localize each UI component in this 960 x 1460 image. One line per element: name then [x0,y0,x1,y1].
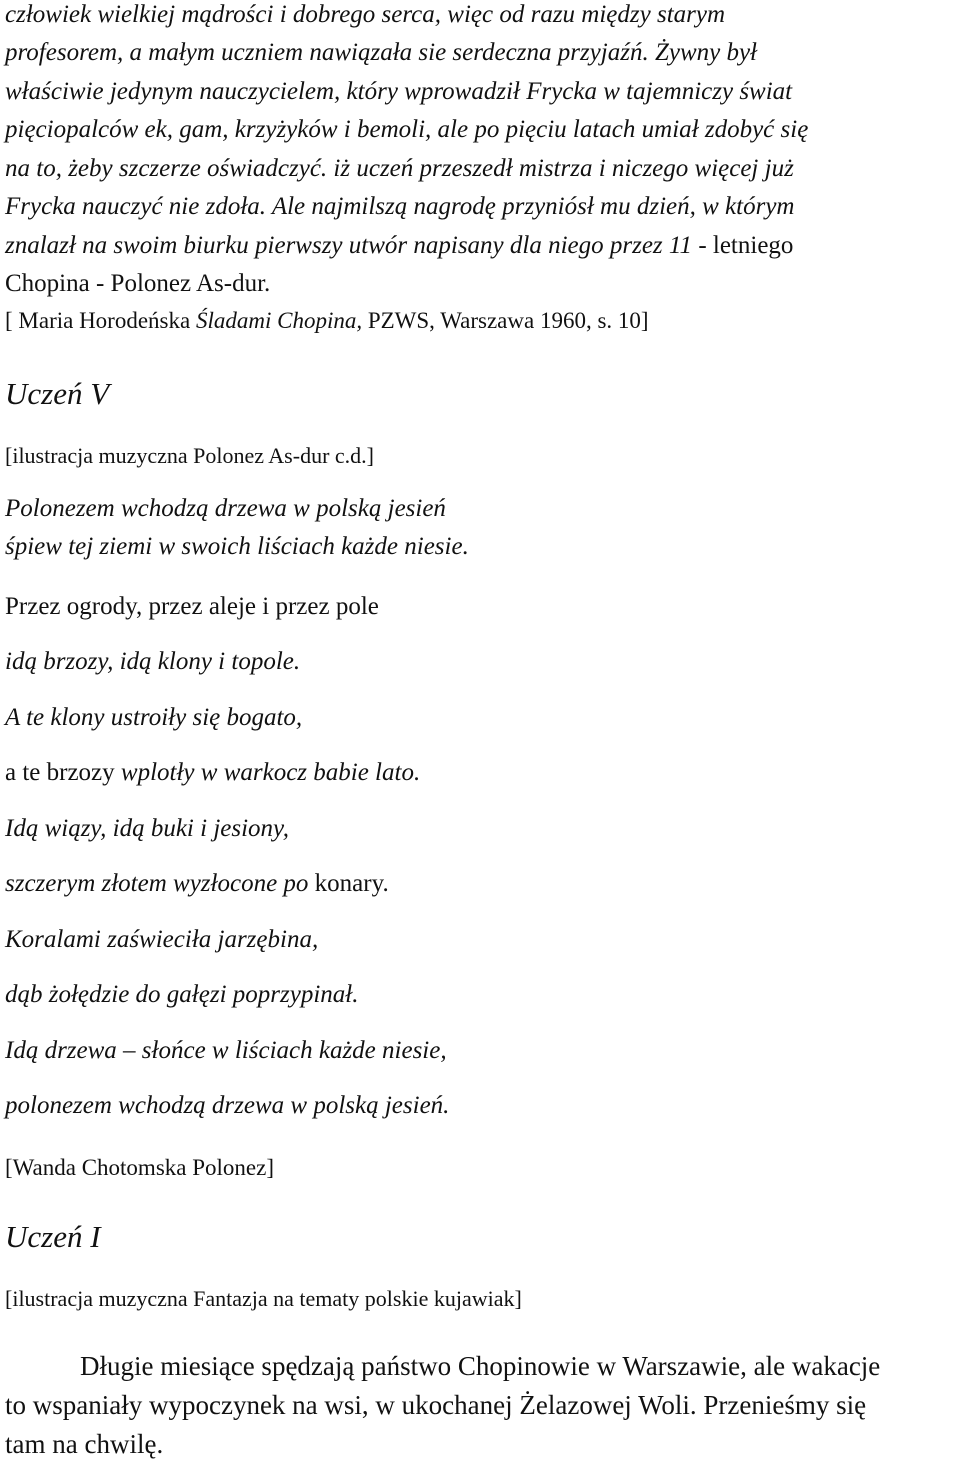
poem-line-9: Koralami zaświeciła jarzębina, [5,926,319,953]
citation-suffix: PZWS, Warszawa 1960, s. 10] [362,308,649,333]
poem-line-8-normal: konary. [308,870,389,897]
intro-line-1: człowiek wielkiej mądrości i dobrego serca, więc od razu między starym [5,1,726,28]
poem-line-6 [5,758,420,788]
illustration-note-i: [ilustracja muzyczna Fantazja na tematy polskie kujawiak] [5,1286,522,1311]
poem-line-1: Polonezem wchodzą drzewa w polską jesień [5,495,446,522]
poem-line-8 [5,869,389,899]
poem-source: [Wanda Chotomska Polonez] [5,1155,274,1180]
citation [5,306,649,336]
heading-uczen-v: Uczeń V [5,376,110,411]
intro-line-2: profesorem, a małym uczniem nawiązała sie serdeczna przyjaźń. Żywny był [5,39,758,66]
intro-line-4: pięciopalców ek, gam, krzyżyków i bemoli, ale po pięciu latach umiał zdobyć się [5,116,809,143]
closing-line-3: tam na chwilę. [5,1429,164,1459]
poem-line-4: idą brzozy, idą klony i topole. [5,648,301,675]
closing-line-1: Długie miesiące spędzają państwo Chopinowie w Warszawie, ale wakacje [80,1351,881,1381]
poem-line-2: śpiew tej ziemi w swoich liściach każde niesie. [5,533,469,560]
intro-line-7-normal: - letniego [692,232,794,259]
poem-line-12: polonezem wchodzą drzewa w polską jesień. [5,1092,450,1119]
poem-line-10: dąb żołędzie do gałęzi poprzypinał. [5,981,359,1008]
closing-line-2: to wspaniały wypoczynek na wsi, w ukochanej Żelazowej Woli. Przenieśmy się [5,1390,867,1420]
heading-uczen-i: Uczeń I [5,1219,101,1254]
intro-line-6: Frycka nauczyć nie zdoła. Ale najmilszą nagrodę przyniósł mu dzień, w którym [5,193,795,220]
poem-line-5: A te klony ustroiły się bogato, [5,704,303,731]
poem-line-3: Przez ogrody, przez aleje i przez pole [5,593,379,620]
intro-line-8: Chopina - Polonez As-dur. [5,270,271,297]
intro-line-7-italic: znalazł na swoim biurku pierwszy utwór napisany dla niego przez 11 [5,232,693,259]
intro-line-3: właściwie jedynym nauczycielem, który wprowadził Frycka w tajemniczy świat [5,78,793,105]
poem-line-7: Idą wiązy, idą buki i jesiony, [5,815,290,842]
poem-line-6-normal: a te brzozy [5,759,115,786]
citation-title: Śladami Chopina, [195,308,363,333]
intro-line-7 [5,231,793,261]
illustration-note-v: [ilustracja muzyczna Polonez As-dur c.d.] [5,443,374,468]
poem-line-6-italic: wplotły w warkocz babie lato. [114,759,421,786]
poem-line-11: Idą drzewa – słońce w liściach każde niesie, [5,1037,447,1064]
poem-line-8-italic: szczerym złotem wyzłocone po [5,870,309,897]
intro-line-5: na to, żeby szczerze oświadczyć. iż uczeń przeszedł mistrza i niczego więcej już [5,155,794,182]
citation-prefix: [ Maria Horodeńska [5,308,196,333]
